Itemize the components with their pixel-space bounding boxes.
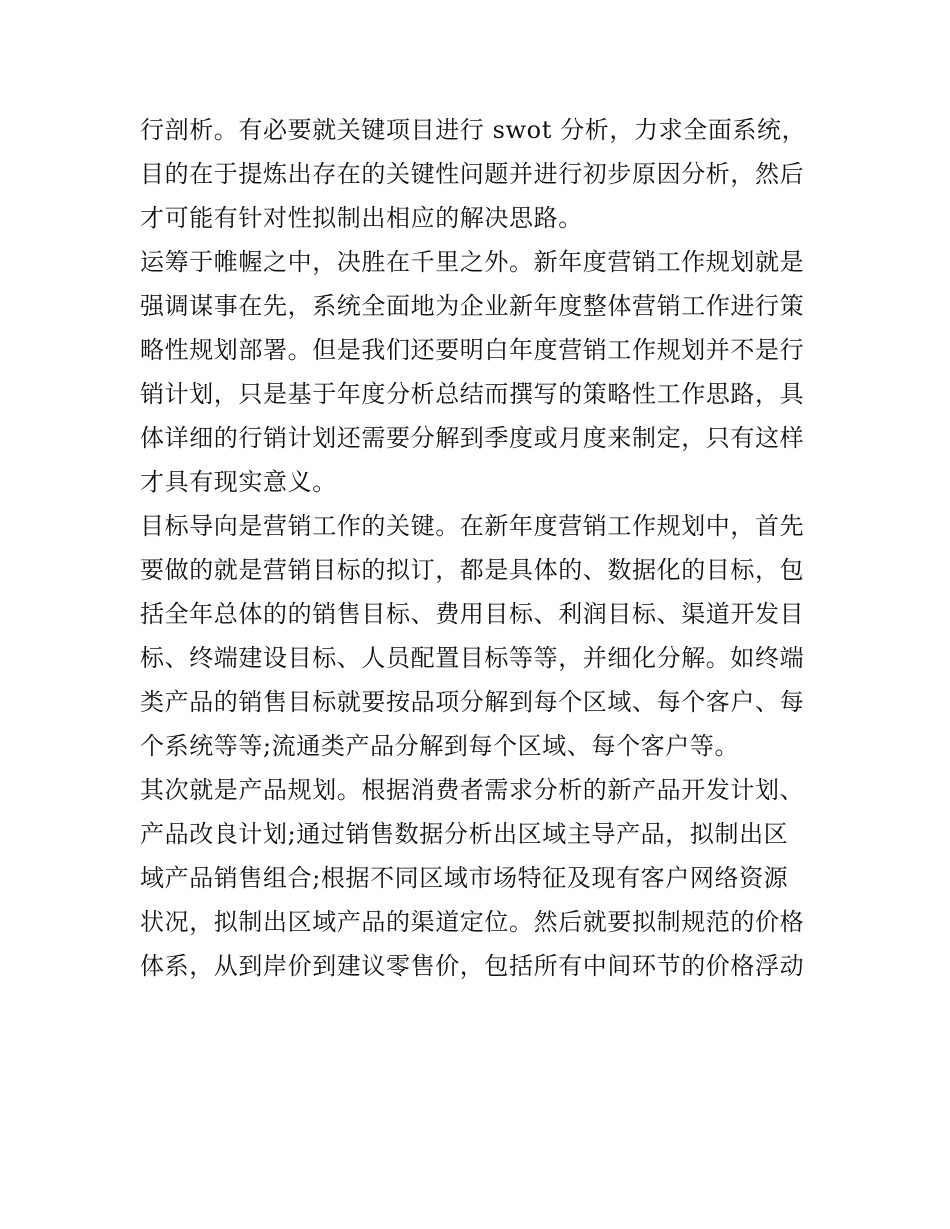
- text-line: 标、终端建设目标、人员配置目标等等，并细化分解。如终端: [140, 644, 805, 672]
- text-line: 域产品销售组合;根据不同区域市场特征及现有客户网络资源: [140, 864, 789, 892]
- text-line: 行剖析。有必要就关键项目进行 swot 分析，力求全面系统，: [140, 116, 807, 144]
- text-line: 状况，拟制出区域产品的渠道定位。然后就要拟制规范的价格: [140, 908, 805, 936]
- text-line: 目的在于提炼出存在的关键性问题并进行初步原因分析，然后: [140, 160, 805, 188]
- text-line: 体系，从到岸价到建议零售价，包括所有中间环节的价格浮动: [140, 952, 805, 980]
- text-line: 略性规划部署。但是我们还要明白年度营销工作规划并不是行: [140, 336, 805, 364]
- text-line: 其次就是产品规划。根据消费者需求分析的新产品开发计划、: [140, 776, 805, 804]
- body-text: [140, 108, 820, 988]
- text-line: 产品改良计划;通过销售数据分析出区域主导产品，拟制出区: [140, 820, 789, 848]
- text-line: 体详细的行销计划还需要分解到季度或月度来制定，只有这样: [140, 424, 805, 452]
- text-line: 个系统等等;流通类产品分解到每个区域、每个客户等。: [140, 732, 740, 760]
- text-line: 类产品的销售目标就要按品项分解到每个区域、每个客户、每: [140, 688, 805, 716]
- text-line: 要做的就是营销目标的拟订，都是具体的、数据化的目标，包: [140, 556, 805, 584]
- text-line: 销计划，只是基于年度分析总结而撰写的策略性工作思路，具: [140, 380, 805, 408]
- text-line: 才具有现实意义。: [140, 468, 337, 496]
- text-line: 才可能有针对性拟制出相应的解决思路。: [140, 204, 583, 232]
- text-line: 运筹于帷幄之中，决胜在千里之外。新年度营销工作规划就是: [140, 248, 805, 276]
- text-line: 目标导向是营销工作的关键。在新年度营销工作规划中，首先: [140, 512, 805, 540]
- text-line: 括全年总体的的销售目标、费用目标、利润目标、渠道开发目: [140, 600, 805, 628]
- text-line: 强调谋事在先，系统全面地为企业新年度整体营销工作进行策: [140, 292, 805, 320]
